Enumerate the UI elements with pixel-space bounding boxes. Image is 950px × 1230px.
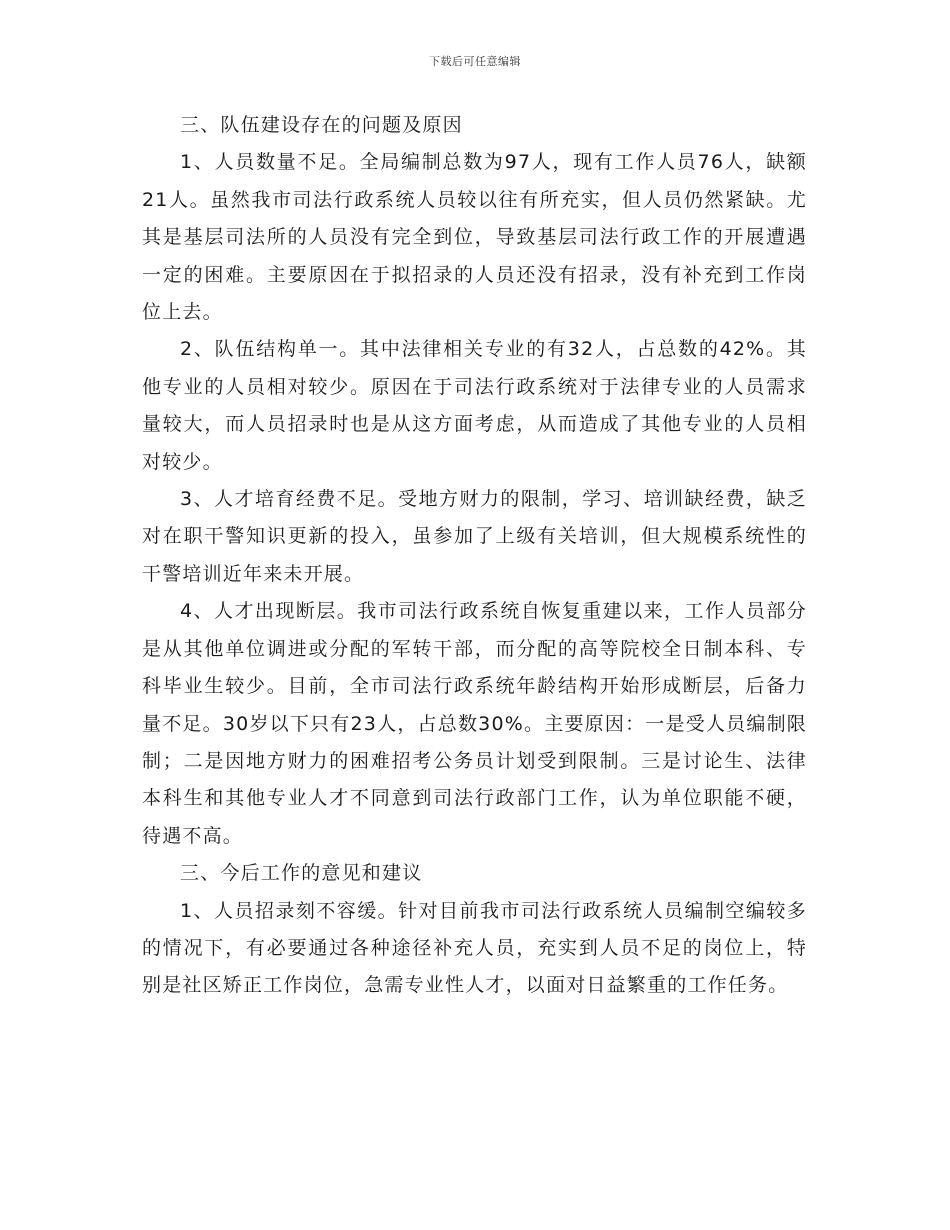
body-paragraph: 4、人才出现断层。我市司法行政系统自恢复重建以来，工作人员部分是从其他单位调进或分配的军转干部，而分配的高等院校全日制本科、专科毕业生较少。目前，全市司法行政系统年龄结构开始形成断层，后备力量不足。30岁以下只有23人，占总数30%。主要原因：一是受人员编制限制；二是因地方财力的困难招考公务员计划受到限制。三是讨论生、法律本科生和其他专业人才不同意到司法行政部门工作，认为单位职能不硬，待遇不高。: [142, 600, 807, 847]
body-paragraph: 1、人员数量不足。全局编制总数为97人，现有工作人员76人，缺额21人。虽然我市司法行政系统人员较以往有所充实，但人员仍然紧缺。尤其是基层司法所的人员没有完全到位，导致基层司法行政工作的开展遭遇一定的困难。主要原因在于拟招录的人员还没有招录，没有补充到工作岗位上去。: [142, 151, 807, 324]
section-heading: 三、今后工作的意见和建议: [180, 862, 423, 885]
section-heading: 三、队伍建设存在的问题及原因: [180, 114, 463, 136]
body-paragraph: 3、人才培育经费不足。受地方财力的限制，学习、培训缺经费，缺乏对在职干警知识更新的投入，虽参加了上级有关培训，但大规模系统性的干警培训近年来未开展。: [142, 488, 807, 585]
document-body: [142, 107, 807, 1005]
body-paragraph: 2、队伍结构单一。其中法律相关专业的有32人，占总数的42%。其他专业的人员相对较少。原因在于司法行政系统对于法律专业的人员需求量较大，而人员招录时也是从这方面考虑，从而造成了其他专业的人员相对较少。: [142, 338, 807, 473]
header-note: 下载后可任意编辑: [429, 55, 521, 68]
body-paragraph: 1、人员招录刻不容缓。针对目前我市司法行政系统人员编制空编较多的情况下，有必要通过各种途径补充人员，充实到人员不足的岗位上，特别是社区矫正工作岗位，急需专业性人才，以面对日益繁重的工作任务。: [142, 899, 807, 997]
